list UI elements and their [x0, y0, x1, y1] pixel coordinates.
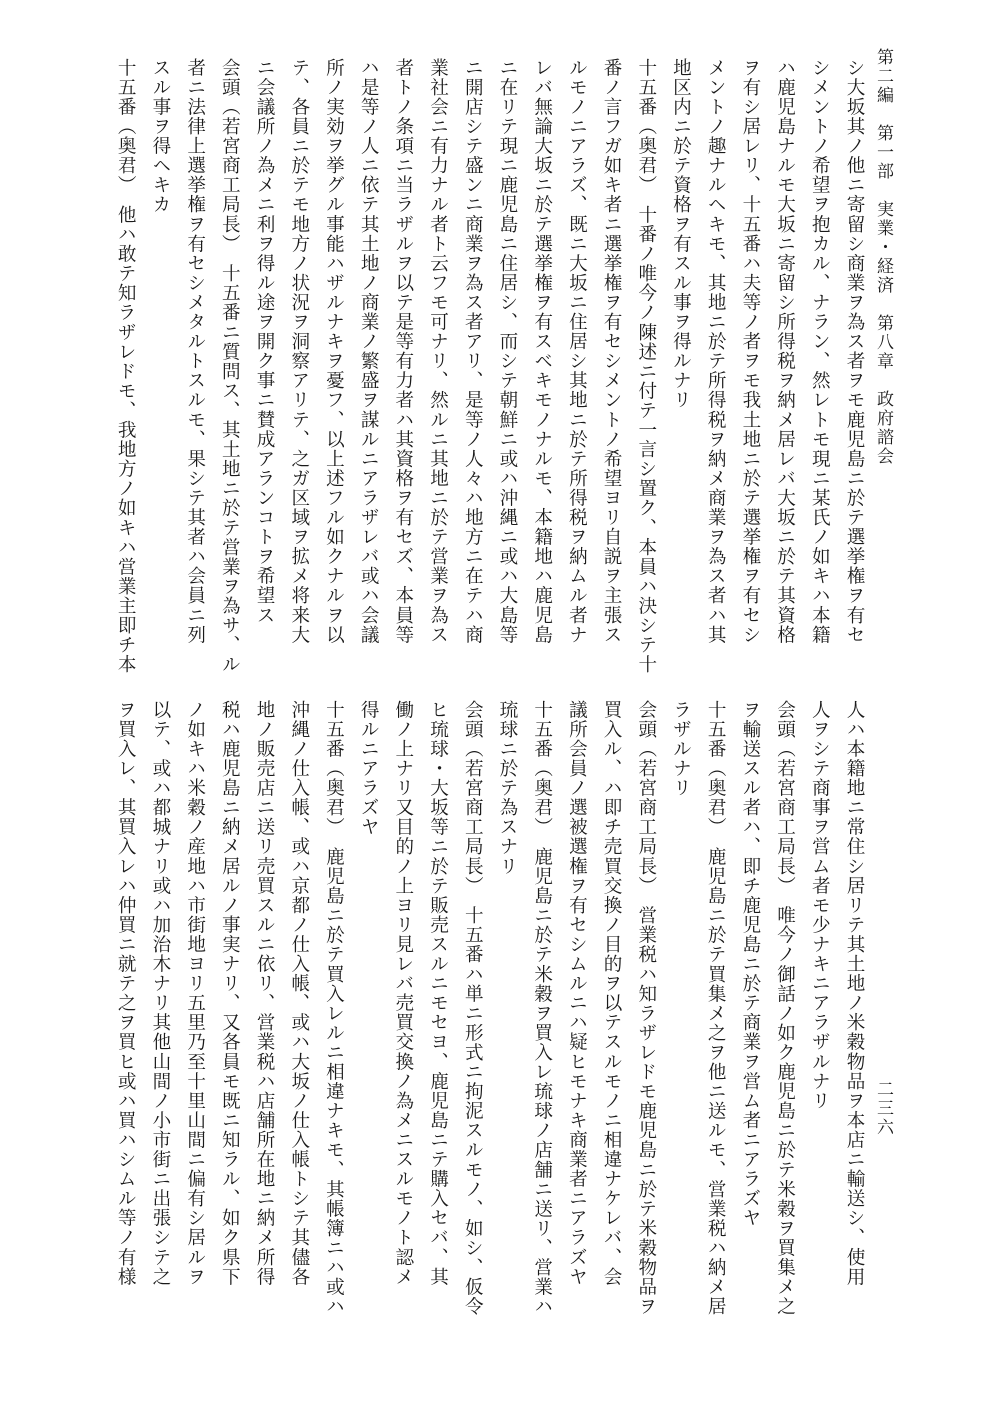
text-line: メントノ趣ナルヘキモ、其地ニ於テ所得税ヲ納メ商業ヲ為ス者ハ其	[705, 58, 727, 645]
text-line: 業社会ニ有力ナル者ト云フモ可ナリ、然ルニ其地ニ於テ営業ヲ為ス	[427, 58, 449, 645]
text-line: 買入ル、ハ即チ売買交換ノ目的ヲ以テスルモノニ相違ナケレバ、会	[601, 700, 623, 1287]
text-line: 以テ、或ハ都城ナリ或ハ加治木ナリ其他山間ノ小市街ニ出張シテ之	[149, 700, 171, 1287]
text-line: 得ルニアラズヤ	[358, 700, 380, 837]
text-line: ハ鹿児島ナルモ大坂ニ寄留シ所得税ヲ納メ居レバ大坂ニ於テ其資格	[774, 58, 796, 645]
text-line: 琉球ニ於テ為スナリ	[496, 700, 518, 876]
text-line: ヒ琉球・大坂等ニ於テ販売スルニモセヨ、鹿児島ニテ購入セバ、其	[427, 700, 449, 1287]
text-line: 会頭（若宮商工局長） 十五番ハ単ニ形式ニ拘泥スルモノ、如シ、仮令	[462, 700, 484, 1317]
text-line: 者ニ法律上選挙権ヲ有セシメタルトスルモ、果シテ其者ハ会員ニ列	[184, 58, 206, 645]
text-line: ニ在リテ現ニ鹿児島ニ住居シ、而シテ朝鮮ニ或ハ沖縄ニ或ハ大島等	[496, 58, 518, 645]
text-line: ヲ有シ居レリ、十五番ハ夫等ノ者ヲモ我土地ニ於テ選挙権ヲ有セシ	[739, 58, 761, 645]
text-line: 十五番（奥君） 鹿児島ニ於テ買集メ之ヲ他ニ送ルモ、営業税ハ納メ居	[705, 700, 727, 1317]
text-line: 人ハ本籍地ニ常住シ居リテ其土地ノ米穀物品ヲ本店ニ輸送シ、使用	[844, 700, 865, 1287]
text-line: 人ヲシテ商事ヲ営ム者モ少ナキニアラザルナリ	[809, 700, 831, 1111]
text-line: 税ハ鹿児島ニ納メ居ルノ事実ナリ、又各員モ既ニ知ラル、如ク県下	[219, 700, 241, 1287]
text-line: 議所会員ノ選被選権ヲ有セシムルニハ疑ヒモナキ商業者ニアラズヤ	[566, 700, 588, 1287]
text-line: ハ是等ノ人ニ依テ其土地ノ商業ノ繁盛ヲ謀ルニアラザレバ或ハ会議	[358, 58, 380, 645]
text-line: 者トノ条項ニ当ラザルヲ以テ是等有力者ハ其資格ヲ有セズ、本員等	[392, 58, 414, 645]
text-line: ニ開店シテ盛ンニ商業ヲ為ス者アリ、是等ノ人々ハ地方ニ在テハ商	[462, 58, 484, 645]
text-line: 会頭（若宮商工局長） 唯今ノ御話ノ如ク鹿児島ニ於テ米穀ヲ買集メ之	[774, 700, 796, 1317]
text-line: 働ノ上ナリ又目的ノ上ヨリ見レバ売買交換ノ為メニスルモノト認メ	[392, 700, 414, 1287]
text-line: ヲ輸送スル者ハ、即チ鹿児島ニ於テ商業ヲ営ム者ニアラズヤ	[739, 700, 761, 1228]
text-line: レバ無論大坂ニ於テ選挙権ヲ有スベキモノナルモ、本籍地ハ鹿児島	[531, 58, 553, 645]
text-line: シメントノ希望ヲ抱カル、ナラン、然レトモ現ニ某氏ノ如キハ本籍	[809, 58, 831, 645]
text-line: 十五番（奥君） 他ハ敢テ知ラザレドモ、我地方ノ如キハ営業主即チ本	[115, 58, 137, 675]
text-line: ノ如キハ米穀ノ産地ハ市街地ヨリ五里乃至十里山間ニ偏有シ居ルヲ	[184, 700, 206, 1287]
text-line: 会頭（若宮商工局長） 営業税ハ知ラザレドモ鹿児島ニ於テ米穀物品ヲ	[635, 700, 657, 1317]
text-line: 会頭（若宮商工局長） 十五番ニ質問ス、其土地ニ於テ営業ヲ為サ、ル	[219, 58, 241, 675]
text-line: 沖縄ノ仕入帳、或ハ京都ノ仕入帳、或ハ大坂ノ仕入帳トシテ其儘各	[288, 700, 310, 1287]
text-line: シ大坂其ノ他ニ寄留シ商業ヲ為ス者ヲモ鹿児島ニ於テ選挙権ヲ有セ	[844, 58, 865, 645]
text-line: 地ノ販売店ニ送リ売買スルニ依リ、営業税ハ店舗所在地ニ納メ所得	[254, 700, 276, 1287]
page-number: 二三六	[873, 1080, 893, 1137]
text-line: ルモノニアラズ、既ニ大坂ニ住居シ其地ニ於テ所得税ヲ納ムル者ナ	[566, 58, 588, 645]
text-line: ラザルナリ	[670, 700, 692, 798]
upper-text-block	[108, 58, 871, 683]
text-line: ヲ買入レ、其買入レハ仲買ニ就テ之ヲ買ヒ或ハ買ハシムル等ノ有様	[115, 700, 137, 1287]
text-line: ニ会議所ノ為メニ利ヲ得ル途ヲ開ク事ニ賛成アランコトヲ希望ス	[254, 58, 276, 625]
running-head: 第二編 第一部 実業・経済 第八章 政府諮会	[873, 48, 893, 466]
text-line: テ、各員ニ於テモ地方ノ状況ヲ洞察アリテ、之ガ区域ヲ拡メ将来大	[288, 58, 310, 645]
text-line: 十五番（奥君） 鹿児島ニ於テ買入レルニ相違ナキモ、其帳簿ニハ或ハ	[323, 700, 345, 1317]
text-line: 地区内ニ於テ資格ヲ有スル事ヲ得ルナリ	[670, 58, 692, 410]
lower-text-block	[108, 700, 871, 1364]
text-line: 所ノ実効ヲ挙グル事能ハザルナキヲ憂フ、以上述フル如クナルヲ以	[323, 58, 345, 645]
text-line: 十五番（奥君） 鹿児島ニ於テ米穀ヲ買入レ琉球ノ店舗ニ送リ、営業ハ	[531, 700, 553, 1317]
text-line: 十五番（奥君） 十番ノ唯今ノ陳述ニ付テ一言シ置ク、本員ハ決シテ十	[635, 58, 657, 675]
text-line: スル事ヲ得ヘキカ	[149, 58, 171, 215]
text-line: 番ノ言フガ如キ者ニ選挙権ヲ有セシメントノ希望ヨリ自説ヲ主張ス	[601, 58, 623, 645]
